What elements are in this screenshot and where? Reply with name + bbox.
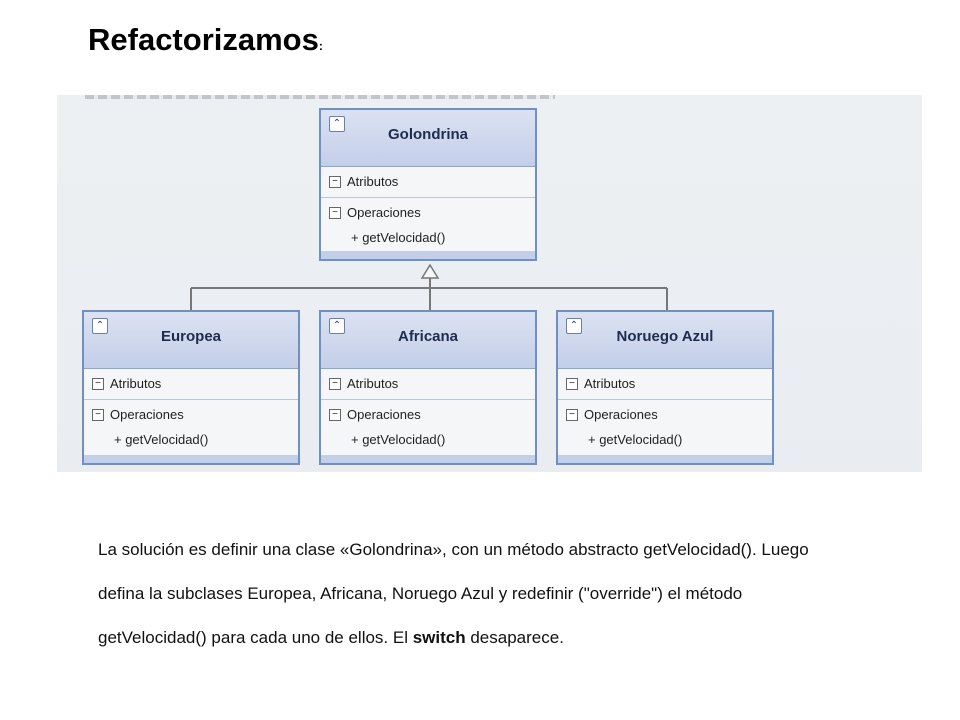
attributes-section (84, 369, 298, 400)
class-noruego-azul[interactable] (556, 310, 774, 465)
collapse-icon[interactable]: ⌃ (566, 318, 582, 334)
slide-title (88, 22, 323, 58)
attributes-label: Atributos (347, 376, 399, 391)
class-name: Africana (397, 328, 459, 345)
inheritance-arrowhead (422, 265, 438, 278)
minus-toggle-icon[interactable]: − (329, 207, 341, 219)
operations-section (558, 400, 772, 458)
operations-label: Operaciones (584, 407, 658, 422)
explanation-paragraph (98, 528, 838, 660)
class-header (321, 110, 535, 167)
class-name: Europea (160, 328, 221, 345)
minus-toggle-icon[interactable]: − (92, 378, 104, 390)
method-get-velocidad: + getVelocidad() (351, 432, 446, 447)
attributes-label: Atributos (110, 376, 162, 391)
class-name: Noruego Azul (616, 328, 714, 345)
minus-toggle-icon[interactable]: − (566, 378, 578, 390)
class-footer (321, 251, 535, 259)
attributes-section (558, 369, 772, 400)
paragraph-text-end: desaparece. (465, 628, 564, 647)
class-footer (84, 455, 298, 463)
collapse-icon[interactable]: ⌃ (92, 318, 108, 334)
attributes-section (321, 167, 535, 198)
collapse-icon[interactable]: ⌃ (329, 116, 345, 132)
minus-toggle-icon[interactable]: − (329, 378, 341, 390)
operations-label: Operaciones (110, 407, 184, 422)
method-get-velocidad: + getVelocidad() (351, 230, 446, 245)
minus-toggle-icon[interactable]: − (329, 176, 341, 188)
attributes-label: Atributos (347, 174, 399, 189)
class-header (321, 312, 535, 369)
minus-toggle-icon[interactable]: − (92, 409, 104, 421)
method-get-velocidad: + getVelocidad() (588, 432, 683, 447)
title-suffix: : (318, 39, 323, 53)
class-golondrina[interactable] (319, 108, 537, 261)
paragraph-bold-keyword: switch (412, 628, 466, 647)
class-footer (558, 455, 772, 463)
attributes-section (321, 369, 535, 400)
paragraph-text: La solución es definir una clase «Golondrina», con un método abstracto getVelocidad(). Luego defina la subclases Europea, Africana, Noruego Azul y redefinir ("override") el método getVelocidad() para cada uno de ellos. El (98, 540, 809, 647)
class-header (558, 312, 772, 369)
class-name: Golondrina (388, 126, 468, 143)
uml-class-diagram (57, 95, 922, 472)
operations-label: Operaciones (347, 205, 421, 220)
operations-section (321, 400, 535, 458)
operations-label: Operaciones (347, 407, 421, 422)
class-header (84, 312, 298, 369)
class-footer (321, 455, 535, 463)
class-europea[interactable] (82, 310, 300, 465)
title-text: Refactorizamos (88, 22, 319, 57)
minus-toggle-icon[interactable]: − (329, 409, 341, 421)
attributes-label: Atributos (584, 376, 636, 391)
collapse-icon[interactable]: ⌃ (329, 318, 345, 334)
operations-section (321, 198, 535, 256)
operations-section (84, 400, 298, 458)
class-africana[interactable] (319, 310, 537, 465)
method-get-velocidad: + getVelocidad() (114, 432, 209, 447)
minus-toggle-icon[interactable]: − (566, 409, 578, 421)
